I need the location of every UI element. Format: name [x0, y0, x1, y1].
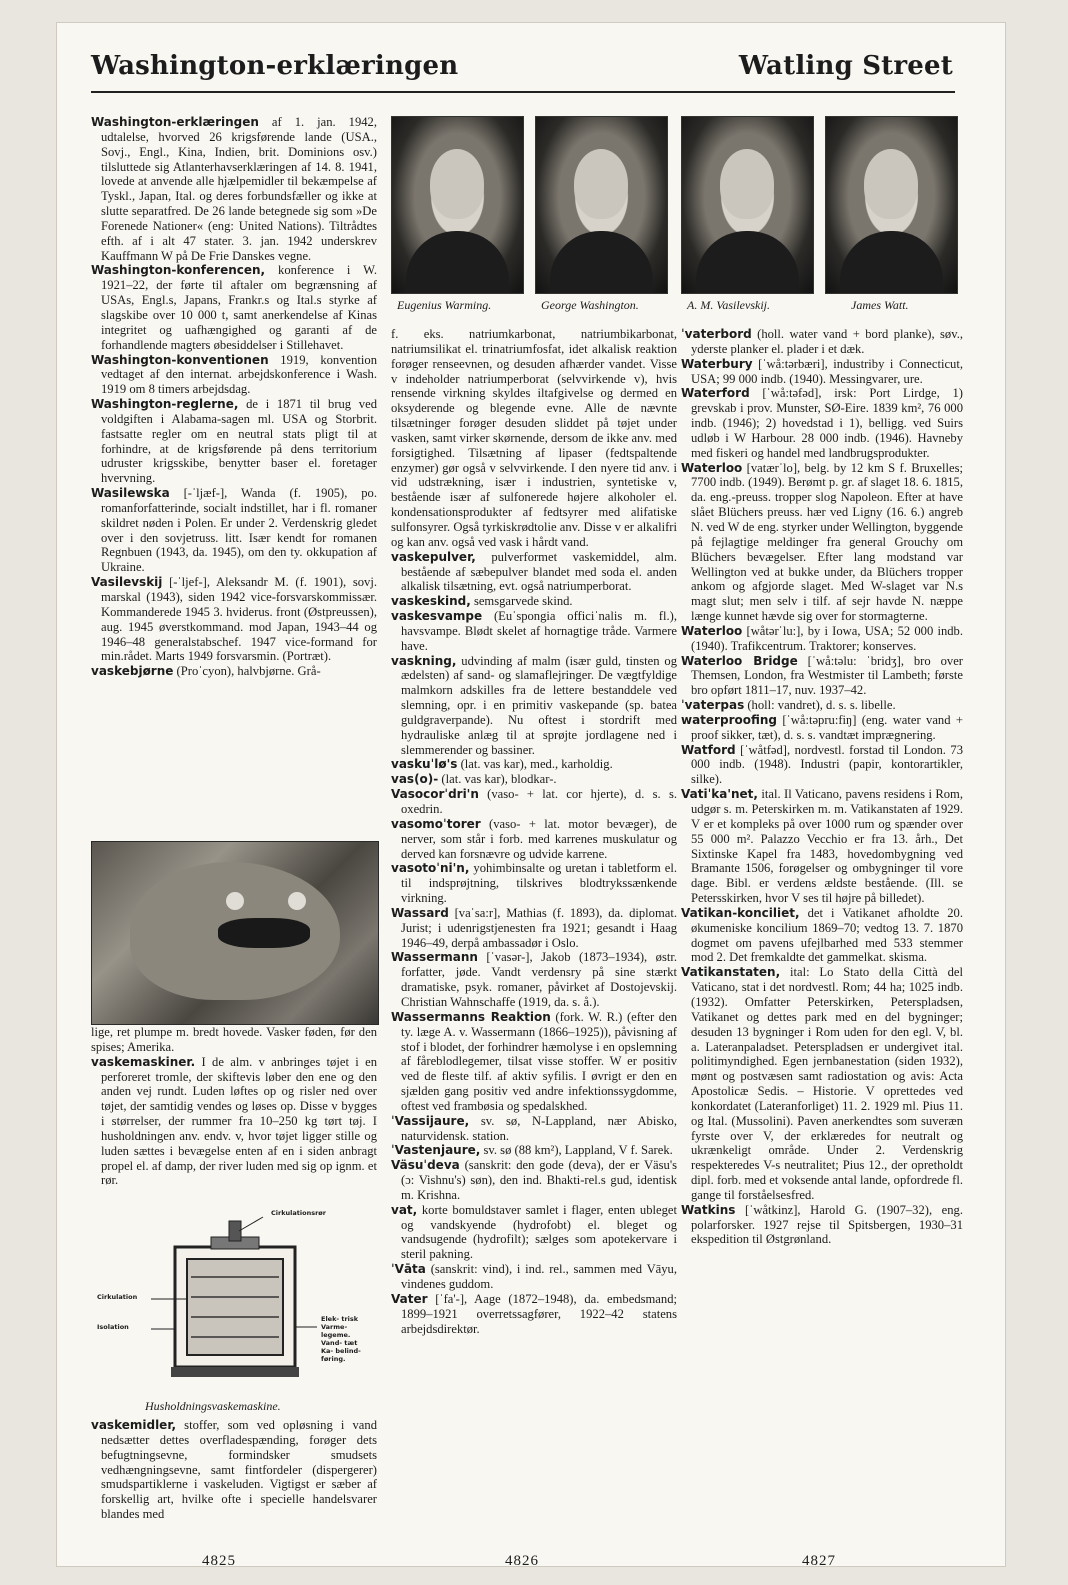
entry — [391, 817, 677, 862]
entry — [391, 1143, 677, 1158]
headword: Wassermanns Reaktion — [391, 1009, 551, 1024]
portrait-strip — [391, 116, 971, 326]
headword: waterproofing — [681, 712, 777, 727]
entry — [681, 698, 963, 713]
definition: det i Vatikanet afholdte 20. økumeniske koncilium 1869–70; vedtog 13. 7. 1870 dogmet om pavens ufejlbarhed med 533 stemmer mod 2. Det fremkaldte det gammelkat. skisma. — [691, 905, 963, 965]
definition: (sanskrit: den gode (deva), der er Väsu's (ɔ: Vishnu's) søn), den ind. Bhakti-rel.s gud, identisk m. Krishna. — [401, 1158, 677, 1202]
headword: ˈVāta — [391, 1262, 426, 1277]
definition: udvinding af malm (især guld, tinsten og ædelsten) af sand- og slamaflejringer. De vægtfyldige malmkorn adskilles fra de lettere bestanddele ved slemning, opr. i en primitiv vaskepande (sp. batea guldgraverpande). Nu oftest i stordrift med hydrauliske anlæg til at sprøjte jordlagene ned i slemmerender og bassiner. — [401, 653, 677, 757]
headword: Vasocorˈdri'n — [391, 787, 479, 802]
headword: Wasilewska — [91, 486, 170, 501]
headword: ˈvaterpas — [681, 698, 745, 713]
headword: ˈVastenjaure, — [391, 1143, 481, 1158]
definition: sv. sø (88 km²), Lappland, V f. Sarek. — [480, 1143, 673, 1158]
definition: [ˈwå:təpru:fiŋ] (eng. water vand + proof sikker, tæt), d. s. s. vandtæt imprægnering. — [691, 712, 963, 742]
machine-caption: Husholdningsvaskemaskine. — [145, 1399, 281, 1413]
entry — [391, 787, 677, 817]
portrait-vasilevskij — [681, 116, 814, 294]
entry — [391, 757, 677, 772]
entry — [681, 386, 963, 460]
definition: konference i W. 1921–22, der førte til aftaler om begrænsning af USAs, Engl.s, Japans, Frankr.s og Ital.s styrke af slagskibe over 10 000 t, samt anerkendelse af Kinas integritet og uafhængighed og garanti af de forhandlende magters øbesiddelser i Stillehavet. — [101, 263, 377, 352]
headword: vasotoˈni'n, — [391, 861, 470, 876]
page-number-left: 4825 — [202, 1553, 236, 1569]
headword: vas(o)- — [391, 772, 439, 787]
entry — [91, 397, 377, 486]
definition: 1919, konvention vedtaget af den internat. arbejdskonference i Wash. 1919 om 8 timers arbejdsdag. — [101, 352, 377, 397]
definition: (fork. W. R.) (efter den ty. læge A. v. Wassermann (1866–1925)), påvisning af stof i blodet, der forhindrer hæmolyse i en opslemning af fåreblodlegemer, tilsat visse stoffer. W er positiv ved de fleste tilf. af aktiv syfilis. I øvrigt er den en sjælden gang positiv ved andre infektionssygdomme, oftest ved frambøsia og spedalskhed. — [401, 1009, 677, 1113]
entry — [681, 743, 963, 788]
headword: Vasilevskij — [91, 575, 163, 590]
headword: Vatikan-konciliet, — [681, 905, 800, 920]
definition: sv. sø, N-Lappland, nær Abisko, naturvidensk. station. — [401, 1113, 677, 1143]
entry — [391, 1292, 677, 1337]
definition: korte bomuldstaver samlet i flager, enten ubleget og vandskyende (hydrofobt) el. bleget og vandsugende (hydrofilt); sælges som apotekervare i steril pakning. — [401, 1202, 677, 1262]
entry — [681, 357, 963, 387]
headword: Waterbury — [681, 356, 753, 371]
running-head-left: Washington-erklæringen — [91, 51, 459, 81]
entry — [391, 1010, 677, 1114]
headword: Wassermann — [391, 950, 478, 965]
definition: de i 1871 til brug ved voldgiften i Alabama-sagen ml. USA og Storbrit. fastsatte regler om en neutral stats pligt til at forhindre, at de krigsførende på dens territorium udruster krigsskibe, benytter baser el. foretager hvervning. — [101, 397, 377, 486]
dictionary-page — [56, 22, 1006, 1567]
headword: vasomoˈtorer — [391, 816, 481, 831]
headword: Watkins — [681, 1202, 736, 1217]
entry — [91, 115, 377, 263]
entry — [681, 461, 963, 624]
column-left-middle — [91, 1025, 377, 1205]
headword: vaskuˈlø's — [391, 757, 458, 772]
entry — [681, 654, 963, 699]
entry — [391, 594, 677, 609]
portrait-caption: A. M. Vasilevskij. — [687, 298, 770, 312]
headword: vaskemaskiner. — [91, 1054, 196, 1069]
headword: Vatikanstaten, — [681, 965, 781, 980]
headword: Washington-konferencen, — [91, 263, 266, 278]
definition: pulverformet vaskemiddel, alm. bestående af sæbepulver blandet med soda el. anden alkalisk tilsætning, evt. også natriumperborat. — [401, 549, 677, 594]
portrait-washington — [535, 116, 668, 294]
running-head-right: Watling Street — [738, 51, 953, 81]
definition: (sanskrit: vind), i ind. rel., sammen med Vāyu, vindenes guddom. — [401, 1262, 677, 1291]
definition: (Euˈspongia officiˈnalis m. fl.), havsvampe. Blødt skelet af hornagtige tråde. Varmere have. — [401, 609, 677, 653]
headword: Waterloo — [681, 623, 743, 638]
label-heating-element: Elek- trisk Varme- legeme. Vand- tæt Ka- belind- føring. — [321, 1315, 361, 1363]
entry — [91, 353, 377, 398]
washing-machine-drawing — [91, 1207, 377, 1397]
portrait-caption: George Washington. — [541, 298, 639, 312]
page-number-right: 4827 — [802, 1553, 836, 1569]
definition: (Proˈcyon), halvbjørne. Grå- — [173, 664, 321, 679]
headword: vaskning, — [391, 653, 457, 668]
definition: ital: Lo Stato della Città del Vaticano, stat i det nordvestl. Rom; 44 ha; 1025 indb. (1932). Omfatter Peterskirken, Peterspladsen, Vatikanet og dettes park med en del bygninger; desuden 13 bygninger i Rom uden for den egl. V, bl. a. Lateranpaladset. Peterspladsen er undergivet ital. politimyndighed. Egen jernbanestation (siden 1932), mønt og postvæsen samt radiostation og avis: Acta Apostolicæ Sedis. – Historie. V oprettedes ved konkordatet (Lateranforliget) 11. 2. 1929 ml. Pius 11. og Ital. (Mussolini). Paven anerkendtes som suveræn fyrste over V, der erklæredes for neutralt og ukrænkeligt område. Under 2. Verdenskrig respekteredes V-s neutralitet; Pius 12., der opretholdt dipl. forb. med et voksende antal lande, opfordrede fl. gange til forståelsesfred. — [691, 965, 963, 1202]
entry — [681, 906, 963, 965]
entry — [391, 772, 677, 787]
entry — [391, 1114, 677, 1144]
definition: semsgarvede skind. — [470, 594, 573, 609]
page-number-center: 4826 — [505, 1553, 539, 1569]
entry — [391, 1262, 677, 1292]
headword: Väsuˈdeva — [391, 1158, 460, 1173]
definition: f. eks. natriumkarbonat, natriumbikarbonat, natriumsilikat el. trinatriumfosfat, idet alkalisk reaktion forøger renseevnen, og desuden afhærder vandet. Visse v indeholder natriumperborat (selvvirkende v), hvis rensende virkning skyldes iltafgivelse og dermed en oksyderende og blegende evne. Alle de nævnte tilsætninger forøger desuden sliddet på tøjet under vasken, samt virker skørnende, dersom de ikke anv. med forsigtighed. Tilsætning af lipaser (fedtspaltende enzymer) gør også v selvvirkende. I den nyere tid anv. i vid udstrækning, især i industrien, syntetiske v, bestående især af sulfonerede højere alkoholer el. kondensationsprodukter af fedtsyrer med alifatiske sulfonsyrer. Også tyrkiskrødtolie anv. Disse v er alkalifri og kan anv. også ved vask i hårdt vand. — [391, 327, 677, 549]
label-circulation: Cirkulation — [97, 1293, 138, 1301]
label-isolation: Isolation — [97, 1323, 129, 1331]
headword: Waterloo — [681, 460, 743, 475]
entry — [91, 575, 377, 664]
definition: (vaso- + lat. cor hjerte), d. s. s. oxedrin. — [401, 787, 677, 816]
entry — [391, 906, 677, 951]
headword: vaskemidler, — [91, 1418, 177, 1432]
entry — [91, 1418, 377, 1522]
definition: (lat. vas kar), med., karholdig. — [457, 757, 613, 772]
definition: [ˈwå:təfəd], irsk: Port Lirdge, 1) grevskab i prov. Munster, SØ-Eire. 1839 km², 76 000 indb. (1946); 2) hovedstad i 1), belligg. ved Suirs udløb i W Harbour. 28 000 indb. (1946). Havneby med fiskeri og handel med landbrugsprodukter. — [691, 386, 963, 460]
headword: Vater — [391, 1291, 428, 1306]
definition: [ˈwåtfəd], nordvestl. forstad til London. 73 000 indb. (1948). Industri (papir, kontorartikler, silke). — [691, 742, 963, 787]
headword: Washington-erklæringen — [91, 115, 259, 129]
definition: [vatærˈlo], belg. by 12 km S f. Bruxelles; 7700 indb. (1949). Berømt p. gr. af slaget 18. 6. 1815, da. eng.-preuss. tropper slog Napoleon. Efter at have slået Blüchers preuss. hær ved Ligny (16. 6.) angreb N. ved W de eng. styrker under Wellington, byggende på fejlagtige meldinger fra general Grouchy om Blüchers bevægelser. Efter lang modstand var Wellington ved at bukke under, da Blüchers tropper ankom og afgjorde slaget. Med W-slaget var N.s magt slut; men selv i tilf. af sejr havde N. næppe længe kunnet hævde sig over for stormagterne. — [691, 460, 963, 624]
column-left-bottom — [91, 1418, 377, 1566]
definition: af 1. jan. 1942, udtalelse, hvorved 26 krigsførende lande (USA., Sovj., Engl., Kina, Indien, brit. Dominions osv.) tilsluttede sig Atlanterhavserklæringen af 14. 8. 1941, lovede at anvende alle hjælpemidler til bekæmpelse af Tyskl., Japan, Ital. og deres forbundsfæller og ikke at slutte separatfred. De 26 lande betegnede sig som »De Forenede Nationer« (eng: United Nations). Tiltrådtes efth. af i alt 47 stater. 3. jan. 1942 underskrev Kauffmann W på De Frie Danskes vegne. — [101, 115, 377, 263]
definition: [vaˈsa:r], Mathias (f. 1893), da. diplomat. Jurist; i udenrigstjenesten fra 1921; gesandt i Haag 1946–49, derpå ambassadør i Oslo. — [401, 905, 677, 950]
column-middle — [391, 327, 677, 1527]
raccoon-photo — [91, 841, 379, 1025]
headword: Vatiˈka'net, — [681, 787, 758, 802]
column-left-top — [91, 115, 377, 835]
definition: ital. Il Vaticano, pavens residens i Rom, udgør s. m. Peterskirken m. m. Vatikanstaten af 1929. V er et kompleks på over 1000 rum og spænder over 55 000 m². Palazzo Vecchio er fra 13. årh., Det Sixtinske Kapel fra 1483, hovedombygning ved Bramante 1506, forøgelser og ombygninger til vore dage. Bibl. er verdens ældste bestående. (Ill. se Petersskirken, hvor V ses til højre på billedet). — [691, 787, 963, 906]
entry — [91, 664, 377, 679]
definition: stoffer, som ved opløsning i vand nedsætter dettes overfladespænding, forøger dets befugtningsevne, formindsker smudsets vedhængningsevne, samt fintfordeler (dispergerer) smudspartiklerne i vaskeluden. Vigtigst er sæber af forskellig art, hvilke ofte i specielle handelsvarer blandes med — [101, 1418, 377, 1522]
headword: vat, — [391, 1202, 418, 1217]
definition: [-ˈljef-], Aleksandr M. (f. 1901), sovj. marskal (1943), siden 1942 vice-forsvarskommissær. Kommanderede 1945 3. hviderus. front (Østpreussen), aug. 1945 øverstkommand. mod Japan, 1943–44 og 1946–48 generalstabschef. 1947 vice-formand for min.rådet. Marts 1949 forsvarsmin. (Portræt). — [101, 575, 377, 664]
raccoon-text-continued: lige, ret plumpe m. bredt hovede. Vasker føden, før den spises; Amerika. — [91, 1025, 377, 1054]
entry — [391, 1203, 677, 1262]
headword: ˈVassijaure, — [391, 1113, 470, 1128]
entry — [391, 609, 677, 654]
entry — [681, 787, 963, 906]
headword: vaskesvampe — [391, 609, 483, 624]
entry — [681, 1203, 963, 1248]
entry — [391, 950, 677, 1009]
entry — [681, 713, 963, 743]
definition: [wåtərˈlu:], by i Iowa, USA; 52 000 indb. (1940). Trafikcentrum. Traktorer; konserves. — [691, 623, 963, 653]
definition: yohimbinsalte og uretan i tabletform el. til indsprøjtning, tilskrives blodtrykssænkende virkning. — [401, 861, 677, 906]
entry — [391, 1158, 677, 1203]
definition: [ˈfa'-], Aage (1872–1948), da. embedsmand; 1899–1921 overretssagfører, 1922–42 statens arbejdsdirektør. — [401, 1291, 677, 1336]
headword: vaskepulver, — [391, 549, 476, 564]
definition: (holl: vandret), d. s. s. libelle. — [744, 698, 896, 713]
definition: (lat. vas kar), blodkar-. — [438, 772, 557, 787]
entry — [391, 550, 677, 595]
headword: Waterford — [681, 386, 750, 401]
entry — [391, 861, 677, 906]
definition: I de alm. v anbringes tøjet i en perforeret tromle, der skiftevis løber den ene og den anden vej rundt. Luden løftes op og risler ned over tøjet, der samtidig vendes og løses op. Disse v bygges i størrelser, der rummer fra 10–250 kg tørt tøj. I husholdningen anv. endv. v, hvor tøjet ligger stille og luden sættes i bevægelse enten af en i siden anbragt propel el. af damp, der river luden med sig op ignm. et rør. — [101, 1054, 377, 1188]
headword: Washington-konventionen — [91, 352, 269, 367]
entry — [681, 624, 963, 654]
portrait-warming — [391, 116, 524, 294]
header-rule — [91, 91, 955, 93]
headword: Washington-reglerne, — [91, 397, 239, 412]
definition: (vaso- + lat. motor bevæger), de nerver, som står i forb. med karrenes muskulatur og derved kan forsnævre og udvide karrene. — [401, 816, 677, 861]
headword: vaskebjørne — [91, 664, 174, 679]
headword: Watford — [681, 742, 736, 757]
definition: [ˈwå:tərbæri], industriby i Connecticut, USA; 99 000 indb. (1940). Messingvarer, ure. — [691, 356, 963, 386]
washing-machine-diagram — [91, 1207, 377, 1415]
entry — [391, 327, 677, 550]
label-circulation-pipe: Cirkulationsrør — [271, 1209, 326, 1217]
column-right — [681, 327, 963, 1527]
entry — [91, 486, 377, 575]
definition: [ˈwå:təlu: ˈbridʒ], bro over Themsen, London, fra Westmister til Lambeth; første bro opført 1811–17, nuv. 1937–42. — [691, 653, 963, 698]
portrait-caption: James Watt. — [851, 298, 909, 312]
headword: ˈvaterbord — [681, 327, 752, 341]
headword: Wassard — [391, 905, 449, 920]
entry — [681, 327, 963, 357]
headword: vaskeskind, — [391, 594, 471, 609]
definition: (holl. water vand + bord planke), søv., yderste planker el. plader i et dæk. — [691, 327, 963, 356]
entry — [391, 654, 677, 758]
definition: [-ˈljæf-], Wanda (f. 1905), po. romanforfatterinde, socialt indstillet, har i fl. romaner skildret nøden i Polen. Er under 2. Verdenskrig gledet over i den sovjetruss. litt. Især kendt for romanen Regnbuen (1943, da. 1945), om den ty. okkupation af Ukraine. — [101, 486, 377, 575]
portrait-watt — [825, 116, 958, 294]
entry — [681, 965, 963, 1203]
definition: [ˈwåtkinz], Harold G. (1907–32), eng. polarforsker. 1927 rejse til Spitsbergen, 1930–31 ekspedition til Østgrønland. — [691, 1202, 963, 1247]
definition: [ˈvasər-], Jakob (1873–1934), østr. forfatter, jøde. Vandt verdensry på sine stærkt dramatiske, psyk. romaner, påvirket af Dostojevskij. Christian Wahnschaffe (1919, da. s. å.). — [401, 950, 677, 1009]
headword: Waterloo Bridge — [681, 653, 798, 668]
entry — [91, 1055, 377, 1189]
entry — [91, 263, 377, 352]
portrait-caption: Eugenius Warming. — [397, 298, 492, 312]
